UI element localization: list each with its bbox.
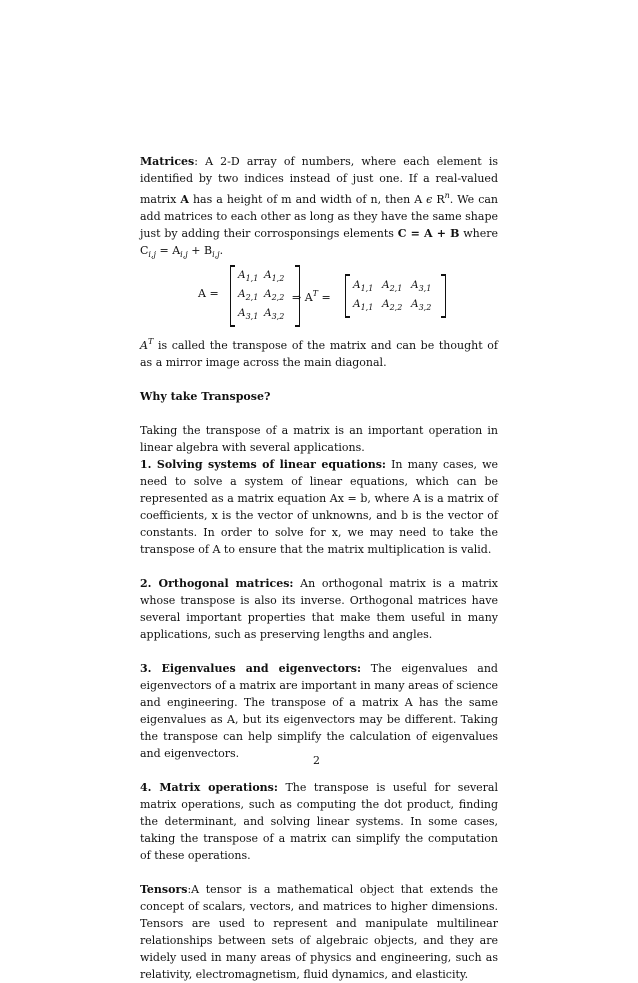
a-transpose-symbol: $A^T$ — [140, 337, 154, 352]
matrix-operations-text: The transpose is useful for several matrix operations, such as computing the dot product, finding the determinant, and solving linear systems. In some cases, taking the transpose of a matrix can simplify the computation of these operations. — [140, 781, 499, 862]
matrix-at-cell-1-2: $A_{2,1}$ — [382, 279, 403, 293]
transpose-note-text: is called the transpose of the matrix and can be thought of as a mirror image across the main diagonal. — [140, 339, 498, 369]
orthogonal-matrices-title: 2. Orthogonal matrices: — [140, 577, 294, 590]
why-intro-paragraph: Taking the transpose of a matrix is an important operation in linear algebra with several applications. — [140, 424, 498, 454]
transpose-note-paragraph — [140, 333, 498, 371]
a-subscript: i,j — [180, 250, 188, 259]
matrix-operations-paragraph — [140, 779, 498, 864]
matrices-text-8: . — [219, 244, 224, 257]
orthogonal-matrices-text: An orthogonal matrix is a matrix whose transpose is also its inverse. Orthogonal matrices have several important properties that make them useful in many applications, such as preserving lengths and angles. — [140, 577, 499, 641]
matrices-text-2: has a height of m and width of n, then A — [188, 193, 427, 206]
transpose-equation — [140, 265, 498, 331]
c-subscript: i,j — [148, 250, 157, 259]
matrix-at-cell-1-1: $A_{1,1}$ — [353, 279, 374, 293]
linear-equations-paragraph — [140, 456, 498, 558]
tensors-term: Tensors — [140, 883, 188, 896]
page-number: 2 — [313, 754, 320, 767]
implies-transpose: ⇒ $A^T$ = — [292, 289, 331, 304]
matrix-a — [230, 265, 300, 327]
matrix-at-cell-2-3: $A_{3,2}$ — [411, 298, 432, 312]
matrices-term: Matrices — [140, 155, 195, 168]
epsilon-symbol: ϵ — [426, 193, 433, 206]
matrices-text-4: . We can add matrices to each other as long as they have the same shape just by adding their corrosponsings elements — [140, 193, 498, 240]
matrices-text-5: where C — [140, 227, 499, 257]
equation-lhs: A = — [198, 287, 219, 300]
linear-equations-title: 1. Solving systems of linear equations: — [140, 458, 386, 471]
matrix-operations-title: 4. Matrix operations: — [140, 781, 278, 794]
matrix-a-bold: A — [180, 193, 189, 206]
matrix-a-cell-1-2: $A_{1,2}$ — [264, 269, 285, 283]
superscript-n: n — [444, 191, 450, 200]
matrix-a-cell-2-1: $A_{2,1}$ — [238, 288, 259, 302]
matrix-a-cell-3-2: $A_{3,2}$ — [264, 307, 285, 321]
matrix-a-cell-2-2: $A_{2,2}$ — [264, 288, 285, 302]
orthogonal-matrices-paragraph — [140, 575, 498, 643]
tensors-paragraph — [140, 881, 498, 983]
matrix-sum-equation: C = A + B — [397, 227, 460, 240]
eigen-text: The eigenvalues and eigenvectors of a matrix are important in many areas of science and engineering. The transpose of a matrix A has the same eigenvalues as A, but its eigenvectors may be different. Taking the transpose can help simplify the calculation of eigenvalues and eigenvectors. — [140, 662, 498, 760]
matrix-a-transpose — [345, 274, 446, 318]
matrices-text-3: R — [432, 193, 445, 206]
b-subscript: i,j — [212, 250, 220, 259]
eigen-paragraph — [140, 660, 498, 762]
matrices-text-6: = A — [156, 244, 181, 257]
matrix-at-cell-1-3: $A_{3,1}$ — [411, 279, 432, 293]
why-transpose-heading: Why take Transpose? — [140, 390, 271, 403]
eigen-title: 3. Eigenvalues and eigenvectors: — [140, 662, 362, 675]
matrix-at-cell-2-2: $A_{2,2}$ — [382, 298, 403, 312]
linear-equations-text: In many cases, we need to solve a system of linear equations, which can be represented as a matrix equation Ax = b, where A is a matrix of coefficients, x is the vector of unknowns, and b is the vector of constants. In order to solve for x, we may need to take the transpose of A to ensure that the matrix multiplication is valid. — [140, 458, 498, 556]
matrices-text-7: + B — [187, 244, 213, 257]
document-body — [140, 153, 498, 983]
matrices-paragraph — [140, 153, 498, 263]
tensors-text: :A tensor is a mathematical object that extends the concept of scalars, vectors, and matrices to higher dimensions. Tensors are used to represent and manipulate multilinear relationships between sets of algebraic objects, and they are widely used in many areas of physics and engineering, such as relativity, electromagnetism, fluid dynamics, and elasticity. — [140, 883, 498, 981]
matrix-at-cell-2-1: $A_{1,1}$ — [353, 298, 374, 312]
matrix-a-cell-3-1: $A_{3,1}$ — [238, 307, 259, 321]
matrix-a-cell-1-1: $A_{1,1}$ — [238, 269, 259, 283]
matrices-text-1: : A 2-D array of numbers, where each element is identified by two indices instead of just one. If a real-valued matrix — [140, 155, 498, 206]
